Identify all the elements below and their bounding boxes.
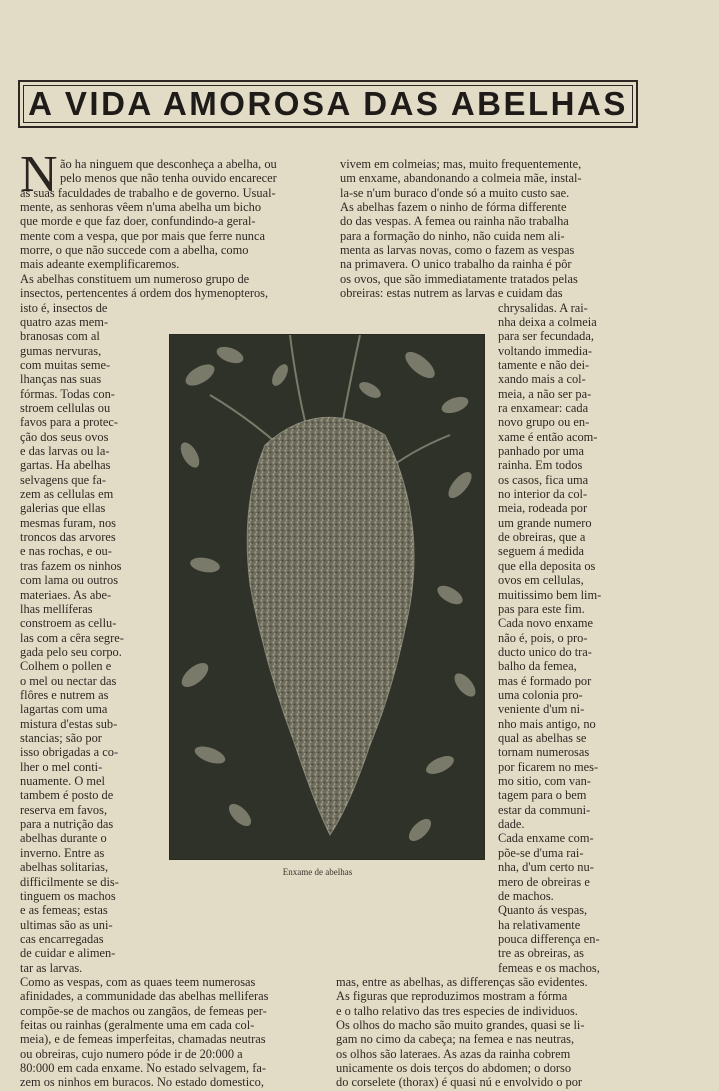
text-line: os olhos são lateraes. As azas da rainha cobrem [336,1046,571,1061]
text-line: meia), e de femeas imperfeitas, chamadas neutras [20,1032,266,1047]
text-line: um enxame, abandonando a colmeia mãe, instal- [340,171,582,186]
bee-swarm-photo [169,334,485,860]
text-line: estar da communi- [498,802,591,817]
text-line: reserva em favos, [20,802,108,817]
text-line: os ovos, que são immediatamente tratados pelas [340,271,578,286]
text-line: na primavera. O unico trabalho da rainha é pôr [340,257,572,272]
text-line: dade. [498,817,525,832]
text-line: compõe-se de machos ou zangãos, de femeas per- [20,1003,267,1018]
text-line: tar as larvas. [20,960,83,975]
text-line: nha deixa a colmeia [498,314,597,329]
text-line: gumas nervuras, [20,343,102,358]
text-line: com lama ou outros [20,573,119,588]
text-line: com muitas seme- [20,357,111,372]
text-line: nho mais antigo, no [498,716,596,731]
text-line: uma colonia pro- [498,687,583,702]
text-line: e o talho relativo das tres especies de individuos. [336,1003,578,1018]
text-line: selvagens que fa- [20,472,107,487]
text-line: Como as vespas, com as quaes teem numerosas [20,974,256,989]
text-line: As abelhas fazem o ninho de fórma differente [340,200,567,215]
text-line: para a formação do ninho, não cuida nem ali- [340,228,565,243]
text-line: troncos das arvores [20,530,116,545]
text-line: chrysalidas. A rai- [498,300,588,315]
text-line: lhas mellíferas [20,601,93,616]
text-line: mas é formado por [498,673,592,688]
text-line: um grande numero [498,515,592,530]
text-line: tamente e não dei- [498,357,590,372]
text-line: stancias; são por [20,731,102,745]
text-line: ha relativamente [498,917,581,932]
text-line: vivem em colmeias; mas, muito frequentemente, [340,157,582,171]
text-line: ultimas são as uni- [20,917,113,932]
text-line: ou obreiras, cujo numero póde ir de 20:000 a [20,1046,243,1061]
text-line: abelhas solitarias, [20,860,109,875]
text-line: tagem para o bem [498,788,587,803]
text-line: femeas e os machos, [498,960,600,975]
text-line: flôres e nutrem as [20,687,109,702]
text-line: não é, pois, o pro- [498,630,588,645]
text-line: de cuidar e alimen- [20,946,116,961]
text-line: e as femeas; estas [20,903,108,918]
text-line: ra enxamear: cada [498,400,589,415]
text-line: tinguem os machos [20,888,116,903]
text-line: o mel ou nectar das [20,673,117,688]
text-line: mente com a vespa, que por mais que ferre nunca [20,228,265,243]
text-line: tras fazem os ninhos [20,558,122,573]
caption-text: Enxame de abelhas [282,867,353,877]
text-line: rainha. Em todos [498,458,583,473]
text-line: por ficarem no mes- [498,759,599,774]
text-line: As abelhas constituem um numeroso grupo de [20,271,250,286]
text-line: do corselete (thorax) é quasi nú e envolvido o por [336,1075,583,1090]
text-line: afinidades, a communidade das abelhas melliferas [20,989,269,1004]
text-line: obreiras: estas nutrem as larvas e cuidam das [340,286,563,301]
text-line: balho da femea, [498,659,577,674]
text-line: de obreiras, que a [498,530,586,545]
title-frame [18,80,638,128]
text-line: que ella deposita os [498,558,596,573]
text-line: lhanças nas suas [20,372,102,387]
photo-caption [0,867,719,877]
bee-swarm-illustration [170,335,484,859]
text-line: põe-se d'uma rai- [498,845,584,860]
text-line: voltando immedia- [498,343,592,358]
text-line: lher o mel conti- [20,759,103,774]
text-line: Cada enxame com- [498,831,594,846]
text-line: que morde e que faz doer, confundindo-a geral- [20,214,256,229]
text-line: favos para a protec- [20,415,119,430]
text-line: galerias que ellas [20,501,106,516]
text-line: mistura d'estas sub- [20,716,118,731]
text-line: tre as obreiras, as [498,946,585,961]
text-line: la-se n'um buraco d'onde só a muito custo sae. [340,185,570,200]
text-line: qual as abelhas se [498,731,587,745]
drop-cap: N [20,146,58,203]
text-line: abelhas durante o [20,831,107,846]
text-line: xame é então acom- [498,429,598,444]
text-line: cas encarregadas [20,931,104,946]
text-line: gada pelo seu corpo. [20,644,122,659]
text-line: seguem á medida [498,544,585,559]
text-line: isto é, insectos de [20,300,108,315]
text-line: mente, as senhoras vêem n'uma abelha um bicho [20,200,262,215]
text-line: Cada novo enxame [498,616,593,631]
text-line: materiaes. As abe- [20,587,112,602]
text-line: muitissimo bem lim- [498,587,602,602]
text-line: unicamente os dois terços do abdomen; o dorso [336,1061,572,1076]
text-line: mais adeante exemplificaremos. [20,257,180,272]
text-line: las com a cêra segre- [20,630,124,645]
text-line: novo grupo ou en- [498,415,590,430]
text-line: morre, o que não succede com a abelha, como [20,243,249,258]
text-line: meia, a não ser pa- [498,386,592,401]
text-line: constroem as cellu- [20,616,117,631]
text-line: as suas faculdades de trabalho e de governo. Usual- [20,185,276,200]
text-line: meia, rodeada por [498,501,588,516]
article-title: A VIDA AMOROSA DAS ABELHAS [28,85,628,122]
text-line: zem as cellulas em [20,487,114,502]
text-line: ção dos seus ovos [20,429,109,444]
text-line: os casos, fica uma [498,472,589,487]
text-line: stroem cellulas ou [20,400,111,415]
text-line: do das vespas. A femea ou rainha não trabalha [340,214,569,229]
text-line: nuamente. O mel [20,774,105,789]
text-line: para a nutrição das [20,817,114,832]
text-line: Os olhos do macho são muito grandes, quasi se li- [336,1018,585,1032]
text-line: menta as larvas novas, como o fazem as vespas [340,243,575,258]
text-line: tambem é posto de [20,788,114,803]
text-line: de machos. [498,888,554,903]
text-line: inverno. Entre as [20,845,105,860]
text-line: mero de obreiras e [498,874,590,889]
text-line: difficilmente se dis- [20,874,119,889]
text-line: xando mais a col- [498,372,586,387]
text-line: pouca differença en- [498,931,600,946]
text-line: mo sitio, com van- [498,774,591,789]
text-line: tornam numerosas [498,745,590,760]
text-line: panhado por uma [498,444,585,458]
text-line: insectos, pertencentes á ordem dos hymenopteros, [20,286,269,301]
text-line: no interior da col- [498,487,588,502]
text-line: feitas ou rainhas (geralmente uma em cada col- [20,1018,255,1032]
text-line: isso obrigadas a co- [20,745,119,760]
text-line: pas para este fim. [498,601,585,616]
text-line: Colhem o pollen e [20,659,112,674]
text-line: ducto unico do tra- [498,644,592,659]
text-line: e nas rochas, e ou- [20,544,112,559]
text-line: mas, entre as abelhas, as differenças são evidentes. [336,974,588,989]
text-line: branosas com al [20,329,100,344]
text-line: veniente d'um ni- [498,702,585,717]
text-line: As figuras que reproduzimos mostram a fórma [336,989,568,1004]
text-line: gartas. Ha abelhas [20,458,111,473]
text-line: e das larvas ou la- [20,444,110,458]
text-line: 80:000 em cada enxame. No estado selvagem, fa- [20,1061,266,1076]
text-line: lagartas com uma [20,702,108,717]
text-line: ão ha ninguem que desconheça a abelha, ou [60,157,277,171]
text-line: nha, d'um certo nu- [498,860,594,875]
text-line: pelo menos que não tenha ouvido encarecer [60,171,277,186]
text-line: quatro azas mem- [20,314,109,329]
text-line: gam no cimo da cabeça; na femea e nas neutras, [336,1032,575,1047]
text-line: zem os ninhos em buracos. No estado domestico, [20,1075,264,1090]
text-line: para ser fecundada, [498,329,594,344]
text-line: fórmas. Todas con- [20,386,115,401]
text-line: Quanto ás vespas, [498,903,588,918]
text-line: ovos em cellulas, [498,573,584,588]
text-line: mesmas furam, nos [20,515,117,530]
